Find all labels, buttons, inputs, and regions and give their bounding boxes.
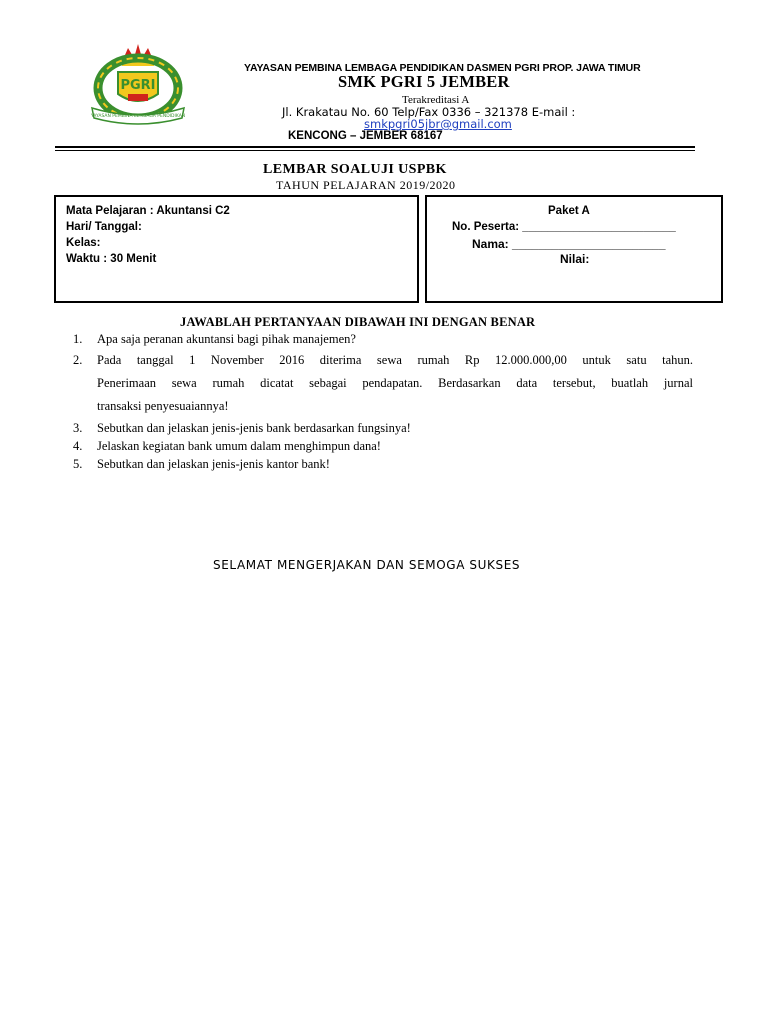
class-field: Kelas: bbox=[66, 237, 101, 249]
question-number: 4. bbox=[73, 439, 83, 453]
header-divider bbox=[55, 146, 695, 148]
date-field: Hari/ Tanggal: bbox=[66, 221, 142, 233]
question-number: 3. bbox=[73, 421, 83, 435]
school-name: SMK PGRI 5 JEMBER bbox=[338, 72, 510, 91]
school-logo bbox=[88, 42, 188, 128]
school-email-link[interactable]: smkpgri05jbr@gmail.com bbox=[364, 117, 512, 131]
score-field: Nilai: bbox=[560, 252, 590, 266]
question-text: Sebutkan dan jelaskan jenis-jenis kantor bank! bbox=[97, 457, 330, 471]
question-number: 5. bbox=[73, 457, 83, 471]
question-text-line: Penerimaan sewa rumah dicatat sebagai pendapatan. Berdasarkan data tersebut, buatlah jurnal bbox=[97, 376, 693, 390]
header-divider-thin bbox=[55, 150, 695, 151]
closing-message: SELAMAT MENGERJAKAN DAN SEMOGA SUKSES bbox=[213, 558, 521, 572]
question-text: Sebutkan dan jelaskan jenis-jenis bank berdasarkan fungsinya! bbox=[97, 421, 411, 435]
school-address: Jl. Krakatau No. 60 Telp/Fax 0336 – 321378 E-mail : bbox=[282, 105, 576, 119]
school-city: KENCONG – JEMBER 68167 bbox=[288, 130, 443, 142]
package-label: Paket A bbox=[548, 205, 590, 217]
time-field: Waktu : 30 Menit bbox=[66, 253, 157, 265]
foundation-name: YAYASAN PEMBINA LEMBAGA PENDIDIKAN DASMEN PGRI PROP. JAWA TIMUR bbox=[244, 62, 641, 74]
candidate-box bbox=[425, 195, 723, 303]
exam-info-box bbox=[54, 195, 419, 303]
instruction-heading: JAWABLAH PERTANYAAN DIBAWAH INI DENGAN BENAR bbox=[180, 315, 536, 329]
subject-field: Mata Pelajaran : Akuntansi C2 bbox=[66, 205, 230, 217]
question-number: 1. bbox=[73, 332, 83, 346]
sheet-title: LEMBAR SOALUJI USPBK bbox=[263, 162, 447, 177]
school-year: TAHUN PELAJARAN 2019/2020 bbox=[276, 178, 456, 192]
question-number: 2. bbox=[73, 353, 83, 367]
participant-number-field: No. Peserta: ________________________ bbox=[452, 221, 676, 233]
question-text-line: transaksi penyesuaiannya! bbox=[97, 399, 229, 413]
logo-ribbon-text: YAYASAN PEMBINA LEMBAGA PENDIDIKAN bbox=[90, 114, 186, 119]
logo-text: PGRI bbox=[120, 78, 156, 93]
question-text-line: Pada tanggal 1 November 2016 diterima sewa rumah Rp 12.000.000,00 untuk satu tahun. bbox=[97, 353, 693, 367]
name-field: Nama: _______________________ bbox=[472, 237, 666, 251]
question-text: Jelaskan kegiatan bank umum dalam menghimpun dana! bbox=[97, 439, 381, 453]
accreditation: Terakreditasi A bbox=[402, 94, 470, 106]
question-text: Apa saja peranan akuntansi bagi pihak manajemen? bbox=[97, 332, 356, 346]
